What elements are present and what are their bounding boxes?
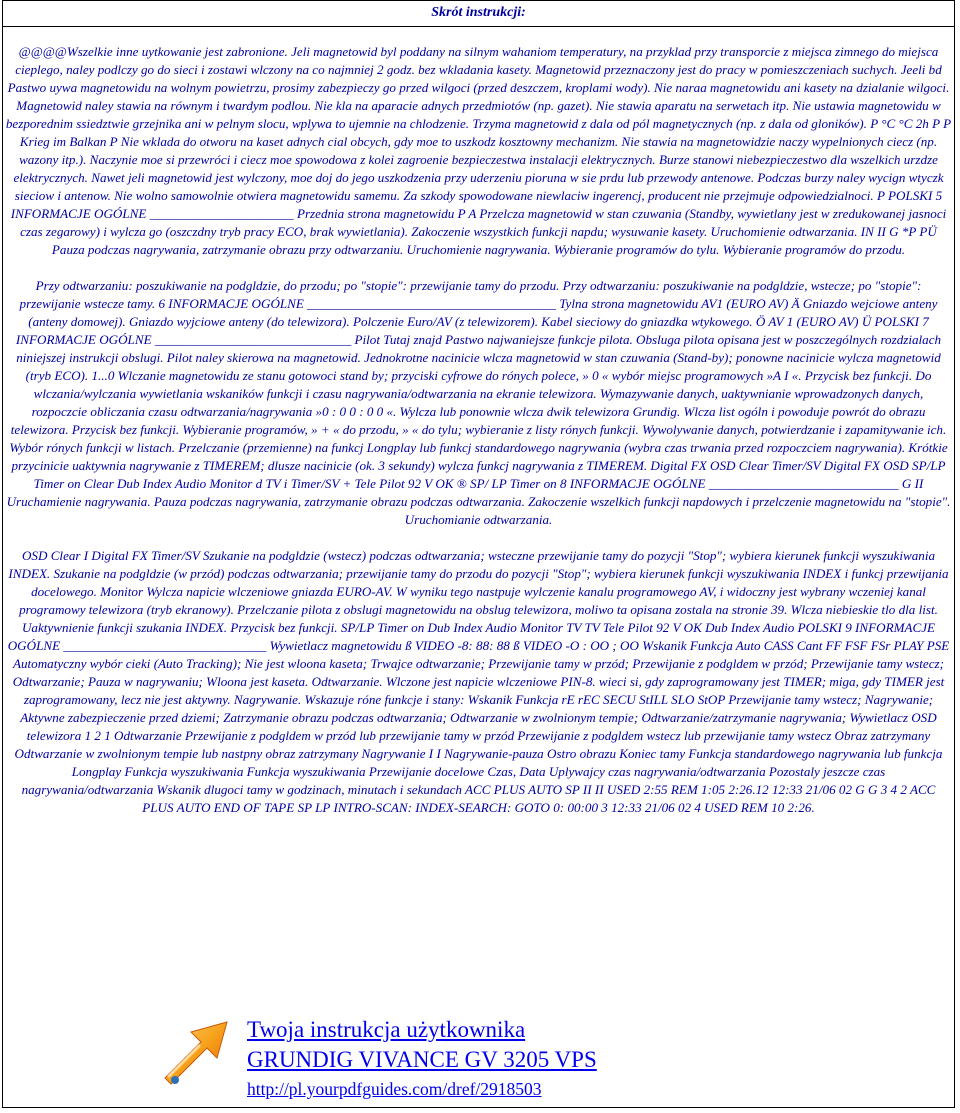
orange-arrow-logo-icon — [161, 1016, 233, 1088]
user-manual-link[interactable]: Twoja instrukcja użytkownika — [247, 1017, 526, 1042]
instruction-body — [3, 27, 954, 817]
guide-link-block — [247, 1015, 597, 1102]
footer — [3, 1013, 954, 1107]
page-title: Skrót instrukcji: — [3, 1, 954, 27]
product-name-link[interactable]: GRUNDIG VIVANCE GV 3205 VPS — [247, 1047, 597, 1072]
guide-url-link[interactable]: http://pl.yourpdfguides.com/dref/2918503 — [247, 1079, 542, 1099]
paragraph-rear-panel-remote: Przy odtwarzaniu: poszukiwanie na podgldzie, do przodu; po "stopie": przewijanie tamy do przodu. Przy odtwarzaniu: poszukiwanie na podgldzie, wstecze; po "stopie": przewijanie wstecze tamy. 6 INFORMACJE OGÓLNE ______________________________________ Tylna strona magnetowidu AV1 (EURO AV) Ä Gniazdo wejciowe anteny (anteny domowej). Gniazdo wyjciowe anteny (do telewizora). Polczenie Euro/AV (z telewizorem). Kabel sieciowy do gniazdka wtykowego. Ö AV 1 (EURO AV) Ü POLSKI 7 INFORMACJE OGÓLNE ______________________________ Pilot Tutaj znajd Pastwo najwaniejsze funkcje pilota. Obsluga pilota opisana jest w poszczególnych rozdzialach niniejszej instrukcji obslugi. Pilot naley skierowa na magnetowid. Jednokrotne nacinicie wlcza magnetowid w stan czuwania (Stand-by); ponowne nacinicie wylcza magnetowid (tryb ECO). 1...0 Wlczanie magnetowidu ze stanu gotowoci stand by; przyciski cyfrowe do rónych polece, » 0 « wybór miejsc programowych »A I «. Przycisk bez funkcji. Do wlczania/wylczania wywietlania wskaników funkcji i czasu nagrywania/odtwarzania na ekranie telewizora. Wymazywanie danych, uaktywnianie wprowadzonych danych, rozpoczcie obliczania czasu odtwarzania/nagrywania »0 : 0 0 : 0 0 «. Wylcza lub ponownie wlcza dwik telewizora Grundig. Wlcza list ogóln i powoduje powrót do obrazu telewizora. Przycisk bez funkcji. Wybieranie programów, » + « do przodu, » « do tylu; wybieranie z listy rónych funkcji. Wywolywanie danych, potwierdzanie i zapamitywanie ich. Wybór rónych funkcji w listach. Przelczanie (przemienne) na funkcj Longplay lub funkcj standardowego nagrywania (wybra czas trwania przed rozpoczciem nagrywania). Krótkie przycinicie uaktywnia nagrywanie z TIMEREM; dlusze nacinicie (ok. 3 sekundy) wylcza funkcj nagrywania z TIMEREM. Digital FX OSD Clear Timer/SV Digital FX OSD SP/LP Timer on Clear Dub Index Audio Monitor d TV i Timer/SV + Tele Pilot 92 V OK ® SP/ LP Timer on 8 INFORMACJE OGÓLNE _____________________________ G II Uruchamienie nagrywania. Pauza podczas nagrywania, zatrzymanie obrazu podczas odtwarzania. Zakoczenie wszelkich funkcji napdowych i przelczenie magnetowidu na "stopie". Uruchomianie odtwarzania. — [6, 278, 951, 527]
document-frame — [2, 0, 955, 1108]
paragraph-general-info: @@@@Wszelkie inne uytkowanie jest zabronione. Jeli magnetowid byl poddany na silnym wahaniom temperatury, na przyklad przy transporcie z miejsca zimnego do miejsca cieplego, naley podlczy go do sieci i zostawi wlczony na co najmniej 2 godz. bez wkladania kasety. Magnetowid przeznaczony jest do pracy w pomieszczeniach suchych. Jeeli bd Pastwo uywa magnetowidu na wolnym powietrzu, prosimy zabezpieczy go przed wilgoci (przed deszczem, kroplami wody). Nie naraa magnetowidu ani kasety na dzialanie wilgoci. Magnetowid naley stawia na równym i twardym podlou. Nie kla na aparacie adnych przedmiotów (np. gazet). Nie stawia aparatu na serwetach itp. Nie ustawia magnetowidu w bezporednim ssiedztwie grzejnika ani w pelnym slocu, wplywa to ujemnie na chlodzenie. Trzyma magnetowid z dala od pól magnetycznych (np. z dala od gloników). P °C °C 2h P P Krieg im Balkan P Nie wklada do otworu na kaset adnych cial obcych, gdy moe to uszkodz kosztowny mechanizm. Nie stawia na magnetowidzie naczy wypelnionych ciecz (np. wazony itp.). Naczynie moe si przewróci i ciecz moe spowodowa z kolei zagroenie bezpieczestwa instalacji elektrycznych. Burze stanowi niebezpieczestwo dla wszelkich urzdze elektrycznych. Nawet jeli magnetowid jest wylczony, moe doj do jego uszkodzenia przy uderzeniu pioruna w sie prdu lub przewody antenowe. Podczas burzy naley wycign wtyczk sieciow i antenow. Nie wolno samowolnie otwiera magnetowidu samemu. Za szkody spowodowane niewlaciw ingerencj, producent nie przejmuje odpowiedzialnoci. P POLSKI 5 INFORMACJE OGÓLNE ______________________ Przednia strona magnetowidu P A Przelcza magnetowid w stan czuwania (Standby, wywietlany jest w zredukowanej jasnoci czas zegarowy) i wylcza go (oszczdny tryb pracy ECO, brak wywietlania). Zakoczenie wszystkich funkcji napdu; wysuwanie kasety. Uruchomienie odtwarzania. IN II G *P PÜ Pauza podczas nagrywania, zatrzymanie obrazu przy odtwarzaniu. Uruchomienie nagrywania. Wybieranie programów do tylu. Wybieranie programów do przodu. — [5, 44, 952, 257]
paragraph-display-osd: OSD Clear I Digital FX Timer/SV Szukanie na podgldzie (wstecz) podczas odtwarzania; wsteczne przewijanie tamy do pozycji "Stop"; wybiera kierunek funkcji wyszukiwania INDEX. Szukanie na podgldzie (w przód) podczas odtwarzania; przewijanie tamy do przodu do pozycji "Stop"; wybiera kierunek funkcji wyszukiwania INDEX i funkcj przewijania docelowego. Monitor Wylcza napicie wlczeniowe gniazda EURO-AV. W wyniku tego nastpuje wylczenie kanalu programowego AV, i widoczny jest wybrany wczeniej kanal programowy telewizora (tryb ekranowy). Przelczanie pilota z obslugi magnetowidu na obslug telewizora, moliwo ta opisana zostala na stronie 39. Wlcza niebieskie tlo dla list. Uaktywnienie funkcji szukania INDEX. Przycisk bez funkcji. SP/LP Timer on Dub Index Audio Monitor TV TV Tele Pilot 92 V OK Dub Index Audio POLSKI 9 INFORMACJE OGÓLNE _______________________________ Wywietlacz magnetowidu ß VIDEO -8: 88: 88 ß VIDEO -O : OO ; OO Wskanik Funkcja Auto CASS Cant FF FSF FSr PLAY PSE Automatyczny wybór cieki (Auto Tracking); Nie jest wloona kaseta; Trwajce odtwarzanie; Przewijanie tamy w przód; Przewijanie z podgldem w przód; Przewijanie tamy wstecz; Odtwarzanie; Pauza w nagrywaniu; Wloona jest kaseta. Odtwarzanie. Wlczone jest napicie wlczeniowe PIN-8. wieci si, gdy zaprogramowany jest TIMER; miga, gdy TIMER jest zaprogramowany, lecz nie jest aktywny. Nagrywanie. Wskazuje róne funkcje i stany: Wskanik Funkcja rE rEC SECU StILL SLO StOP Przewijanie tamy wstecz; Nagrywanie; Aktywne zabezpieczenie przed dziemi; Zatrzymanie obrazu podczas odtwarzania; Odtwarzanie w zwolnionym tempie; Odtwarzanie/zatrzymanie nagrywania; Wywietlacz OSD telewizora 1 2 1 Odtwarzanie Przewijanie z podgldem w przód lub przewijanie tamy w przód Przewijanie z podgldem wstecz lub przewijanie tamy wstecz Obraz zatrzymany Odtwarzanie w zwolnionym tempie lub nastpny obraz zatrzymany Nagrywanie I I Nagrywanie-pauza Ostro obrazu Koniec tamy Funkcja standardowego nagrywania lub funkcja Longplay Funkcja wyszukiwania Funkcja wyszukiwania Przewijanie docelowe Czas, Data Uplywajcy czas nagrywania/odtwarzania Pozostaly jeszcze czas nagrywania/odtwarzania Wskanik dlugoci tamy w godzinach, minutach i sekundach ACC PLUS AUTO SP II II USED 2:55 REM 1:05 2:26.12 12:33 21/06 02 G G 3 4 2 ACC PLUS AUTO END OF TAPE SP LP INTRO-SCAN: INDEX-SEARCH: GOTO 0: 00:00 3 12:33 21/06 02 4 USED REM 10 2:26. — [7, 548, 950, 815]
